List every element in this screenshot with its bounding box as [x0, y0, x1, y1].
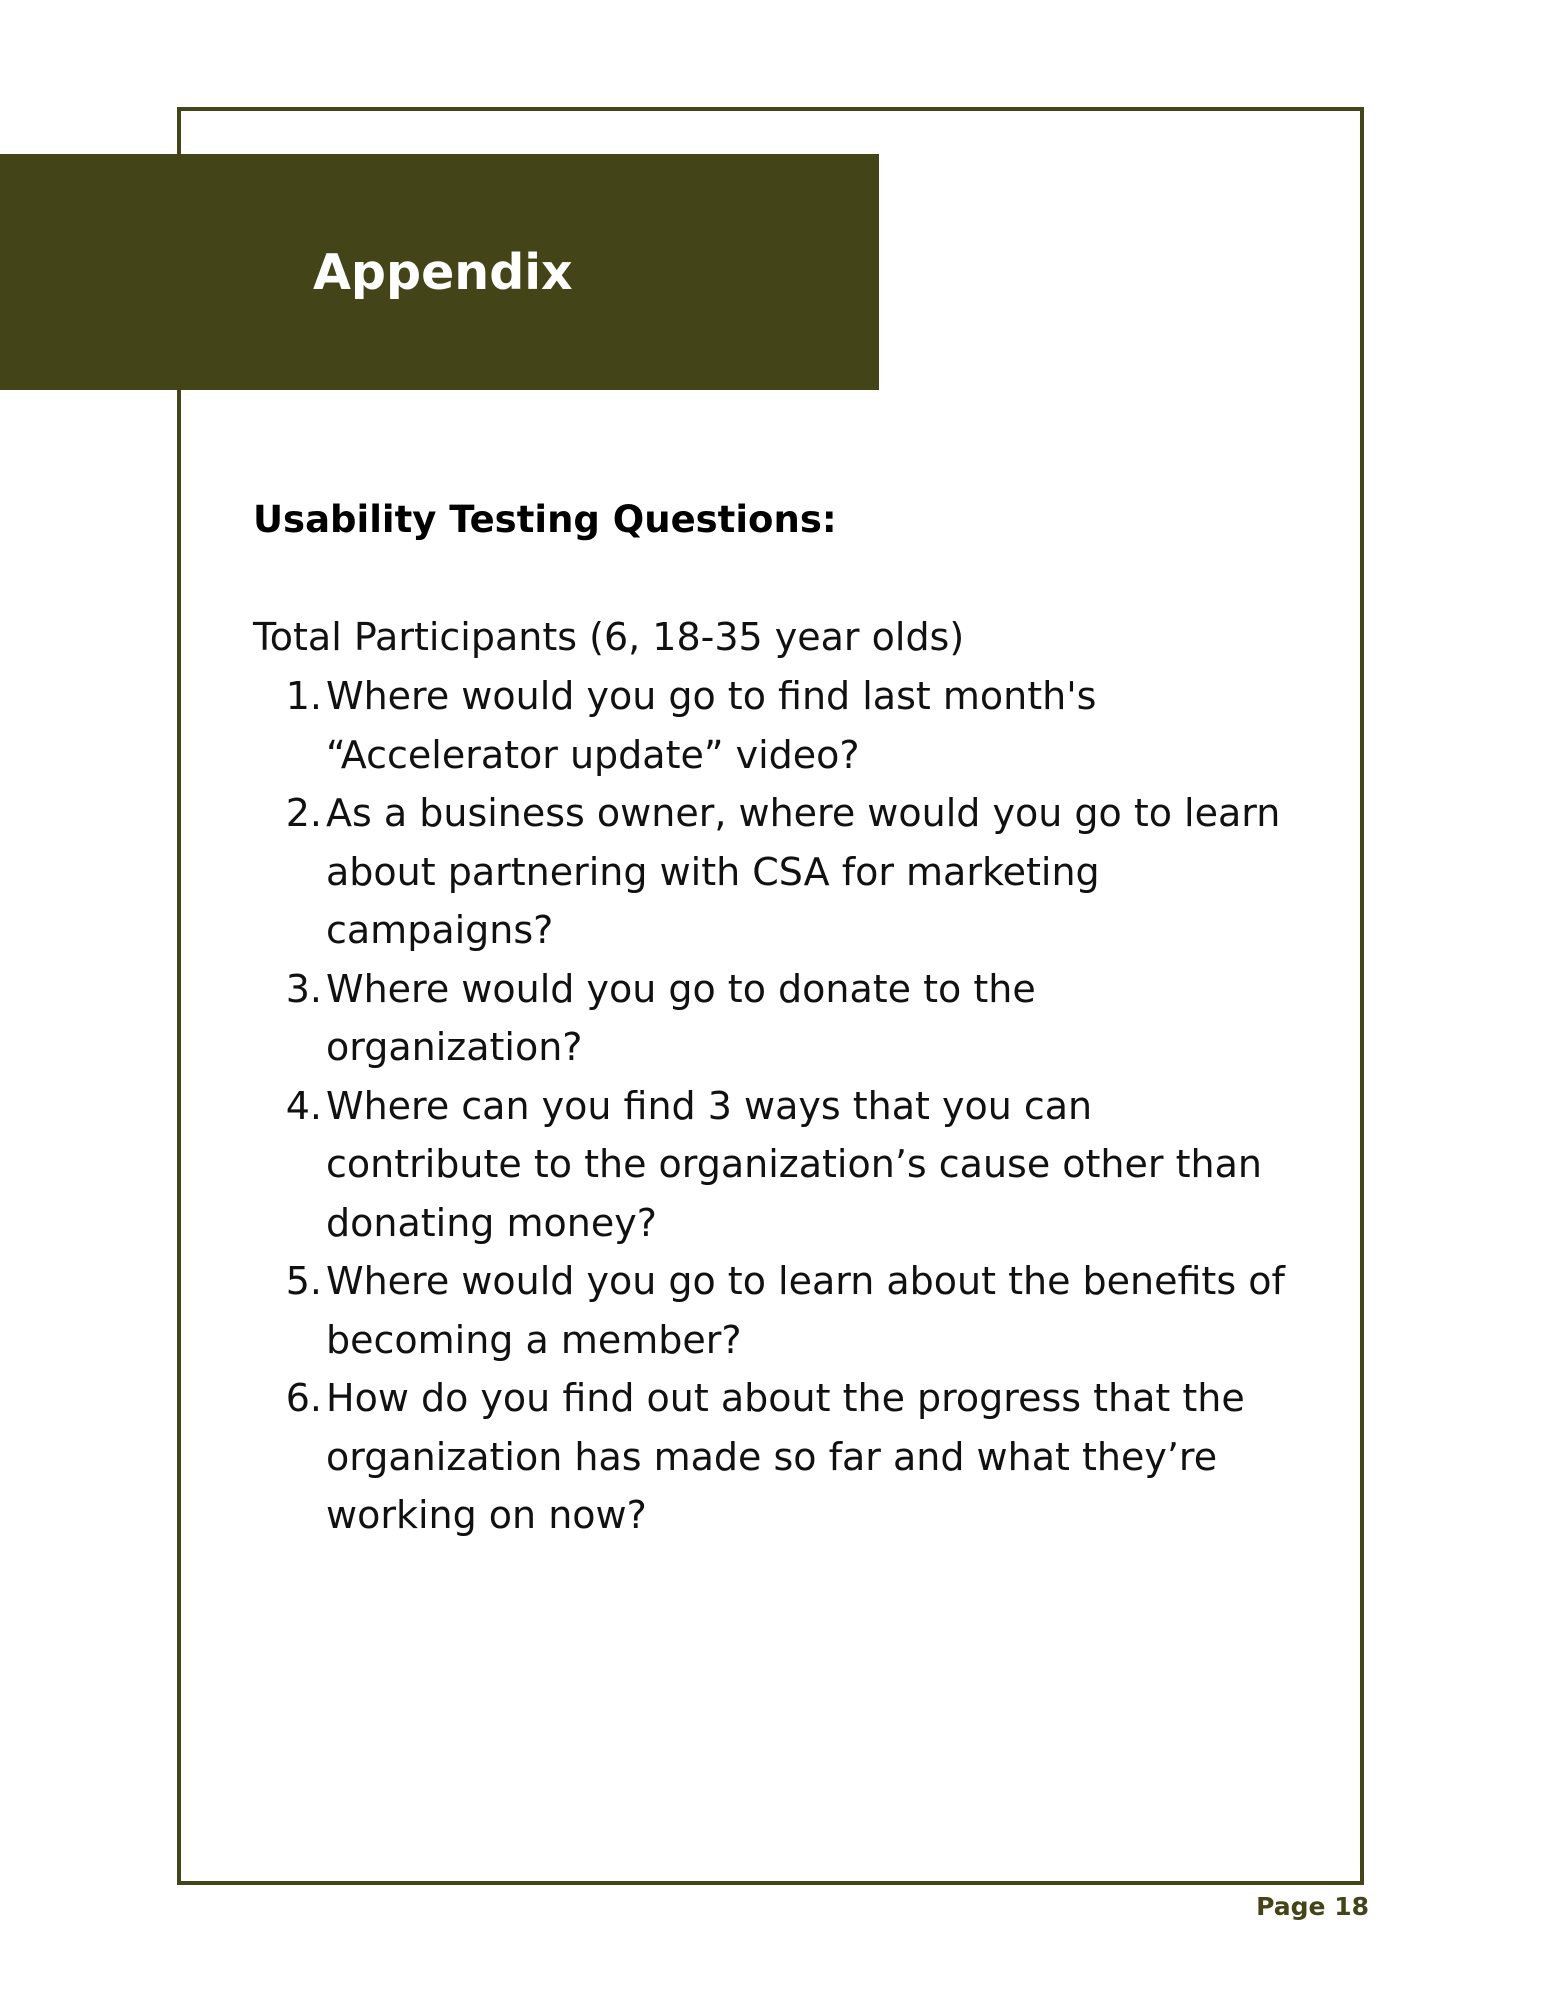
- question-item-3: [253, 960, 1293, 1077]
- question-number: 3.: [285, 966, 322, 1011]
- participants-summary: Total Participants (6, 18-35 year olds): [253, 615, 965, 659]
- question-number: 6.: [285, 1376, 322, 1420]
- page-title: Appendix: [313, 244, 573, 301]
- question-item-4: [253, 1077, 1293, 1253]
- question-text: Where can you find 3 ways that you can contribute to the organization’s cause other than donating money?: [326, 1083, 1262, 1245]
- question-text: Where would you go to learn about the benefits of becoming a member?: [326, 1259, 1285, 1362]
- question-item-5: [253, 1252, 1293, 1369]
- section-heading: Usability Testing Questions:: [253, 498, 837, 541]
- question-text: Where would you go to find last month's “Accelerator update” video?: [326, 674, 1097, 777]
- question-number: 5.: [285, 1259, 322, 1303]
- question-item-1: [253, 667, 1293, 784]
- question-item-2: [253, 784, 1293, 960]
- question-text: How do you find out about the progress that the organization has made so far and what they’re working on now?: [326, 1376, 1245, 1537]
- question-text: As a business owner, where would you go to learn about partnering with CSA for marketing campaigns?: [326, 791, 1281, 952]
- question-number: 1.: [285, 674, 322, 718]
- question-number: 4.: [285, 1083, 322, 1128]
- question-text: Where would you go to donate to the organization?: [326, 966, 1036, 1069]
- question-number: 2.: [285, 791, 322, 835]
- questions-list: [253, 667, 1293, 1545]
- question-item-6: [253, 1369, 1293, 1545]
- page-number: Page 18: [1256, 1892, 1369, 1921]
